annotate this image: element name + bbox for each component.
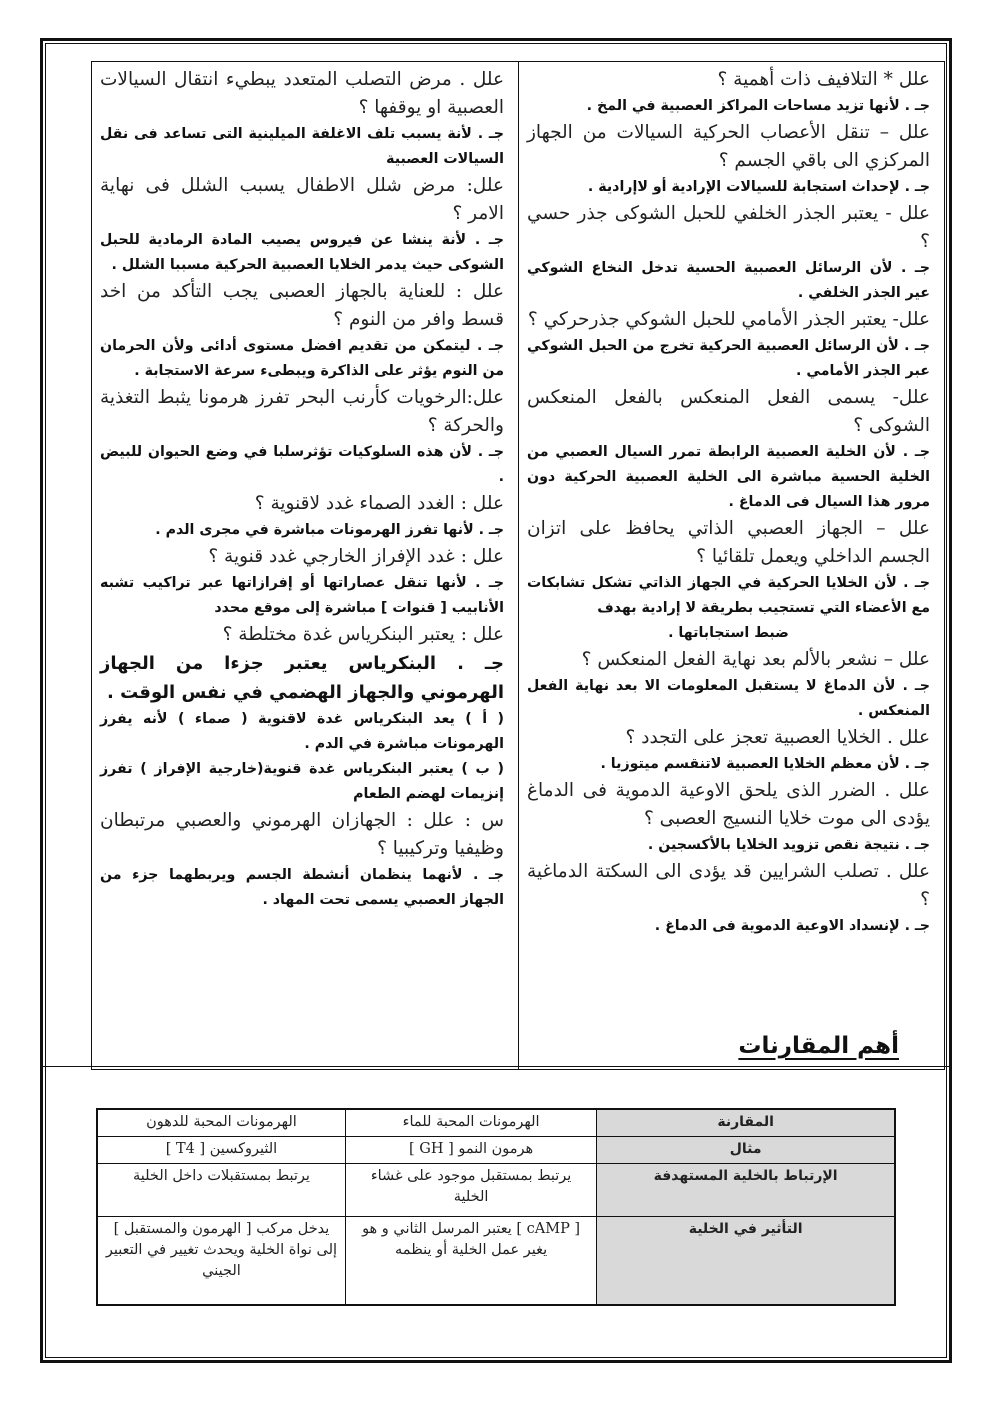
answer: جـ . نتيجة نقص تزويد الخلايا بالأكسجين . [647, 837, 930, 853]
question: علل . الخلايا العصبية تعجز على التجدد ؟ [625, 727, 930, 748]
question: س : علل : الجهازان الهرموني والعصبي مرتبطان وظيفيا وتركيبيا ؟ [100, 810, 504, 859]
answer: جـ . لأنها تفرز الهرمونات مباشرة في مجرى الدم . [155, 522, 504, 538]
table-row [97, 1136, 895, 1163]
qa-column-right [518, 62, 944, 1069]
header-criterion: المقارنة [597, 1109, 895, 1136]
answer: جـ . لأنة يسبب تلف الاغلفة الميلينية التى تساعد فى نقل السيالات العصبية [100, 126, 504, 167]
question: علل – نشعر بالألم بعد نهاية الفعل المنعكس ؟ [581, 649, 930, 670]
question: علل – الجهاز العصبي الذاتي يحافظ على اتزان الجسم الداخلي ويعمل تلقائيا ؟ [527, 518, 930, 567]
table-row [97, 1163, 895, 1217]
row-criterion: التأثير في الخلية [597, 1217, 895, 1306]
header-water-soluble: الهرمونات المحبة للماء [345, 1109, 596, 1136]
question: علل . تصلب الشرايين قد يؤدى الى السكتة الدماغية ؟ [527, 861, 930, 910]
answer: جـ . ليتمكن من تقديم افضل مستوى أدائى ولأن الحرمان من النوم يؤثر على الذاكرة ويبطىء سرعة الاستجابة . [100, 338, 504, 379]
qa-grid [91, 61, 945, 1070]
answer: جـ . لإنسداد الاوعية الدموية فى الدماغ . [654, 918, 930, 934]
cell-water: يرتبط بمستقبل موجود على غشاء الخلية [345, 1163, 596, 1217]
question: علل – تنقل الأعصاب الحركية السيالات من الجهاز المركزي الى باقي الجسم ؟ [527, 122, 930, 171]
answer-point: ( ب ) يعتبر البنكرياس غدة قنوية(خارجية الإفراز ) تفرز إنزيمات لهضم الطعام [100, 761, 504, 802]
answer: جـ . لإحداث استجابة للسيالات الإرادية أو لاإرادية . [587, 179, 930, 195]
question: علل : غدد الإفراز الخارجي غدد قنوية ؟ [208, 546, 504, 567]
question: علل . الضرر الذى يلحق الاوعية الدموية فى الدماغ يؤدى الى موت خلايا النسيج العصبى ؟ [527, 780, 930, 829]
question: علل : الغدد الصماء غدد لاقنوية ؟ [254, 493, 504, 514]
answer: جـ . لأن الدماغ لا يستقبل المعلومات الا بعد نهاية الفعل المنعكس . [527, 678, 930, 719]
qa-column-left [92, 62, 518, 1069]
table-row [97, 1217, 895, 1306]
header-fat-soluble: الهرمونات المحبة للدهون [97, 1109, 345, 1136]
answer: جـ . لأن الخلية العصبية الرابطة تمرر السيال العصبي من الخلية الحسية مباشرة الى الخلية العصبية الحركية دون مرور هذا السيال فى الدماغ . [527, 444, 930, 510]
cell-water: [ cAMP ] يعتبر المرسل الثاني و هو يغير عمل الخلية أو ينظمه [345, 1217, 596, 1306]
answer: جـ . لأن الرسائل العصبية الحركية تخرج من الحبل الشوكي عبر الجذر الأمامي . [527, 338, 930, 379]
question: علل : للعناية بالجهاز العصبى يجب التأكد من اخد قسط وافر من النوم ؟ [100, 281, 504, 330]
cell-fat: الثيروكسين [ T4 ] [97, 1136, 345, 1163]
cell-water: هرمون النمو [ GH ] [345, 1136, 596, 1163]
answer-point: ( أ ) يعد البنكرياس غدة لاقنوية ( صماء ) لأنه يفرز الهرمونات مباشرة في الدم . [100, 711, 504, 752]
answer: جـ . لأن الخلايا الحركية في الجهاز الذاتي تشكل تشابكات مع الأعضاء التي تستجيب بطريقة لا إرادية بهدف [527, 575, 930, 616]
answer: جـ . لأن معظم الخلايا العصبية لاتنقسم ميتوزيا . [600, 756, 930, 772]
answer: جـ . لأنهما ينظمان أنشطة الجسم ويربطهما جزء من الجهاز العصبي يسمى تحت المهاد . [100, 867, 504, 908]
section-title-row [43, 1033, 949, 1067]
question: علل: مرض شلل الاطفال يسبب الشلل فى نهاية الامر ؟ [100, 175, 504, 224]
question: علل - يعتبر الجذر الخلفي للحبل الشوكى جذر حسي ؟ [527, 203, 930, 252]
answer-continuation: ضبط استجاباتها . [668, 625, 789, 641]
row-criterion: مثال [597, 1136, 895, 1163]
question: علل:الرخويات كأرنب البحر تفرز هرمونا يثبط التغذية والحركة ؟ [100, 387, 504, 436]
row-criterion: الإرتباط بالخلية المستهدفة [597, 1163, 895, 1217]
answer: جـ . لأنة ينشا عن فيروس يصيب المادة الرمادية للحبل الشوكى حيث يدمر الخلايا العصبية الحركية مسببا الشلل . [100, 232, 504, 273]
answer: جـ . لأنها تزيد مساحات المراكز العصبية في المخ . [586, 98, 930, 114]
page-frame [40, 38, 952, 1363]
answer: جـ . لأن الرسائل العصبية الحسية تدخل النخاع الشوكي عير الجذر الخلفي . [527, 260, 930, 301]
section-title: أهم المقارنات [738, 1033, 899, 1059]
answer: جـ . لأنها تنقل عصاراتها أو إفرازاتها عبر تراكيب تشبه الأنابيب [ قنوات ] مباشرة إلى موقع محدد [100, 575, 504, 616]
question: علل- يعتبر الجذر الأمامي للحبل الشوكي جذرحركي ؟ [527, 309, 930, 330]
table-header-row [97, 1109, 895, 1136]
question: علل . مرض التصلب المتعدد يبطيء انتقال السيالات العصبية او يوقفها ؟ [100, 69, 504, 118]
cell-fat: يدخل مركب [ الهرمون والمستقبل ] إلى نواة الخلية ويحدث تغيير في التعبير الجيني [97, 1217, 345, 1306]
question: علل- يسمى الفعل المنعكس بالفعل المنعكس الشوكى ؟ [527, 387, 930, 436]
comparison-table [96, 1108, 896, 1306]
question: علل * التلافيف ذات أهمية ؟ [717, 69, 930, 90]
cell-fat: يرتبط بمستقبلات داخل الخلية [97, 1163, 345, 1217]
question: علل : يعتبر البنكرياس غدة مختلطة ؟ [222, 624, 504, 645]
answer-highlight: جـ . البنكرياس يعتبر جزءا من الجهاز الهرموني والجهاز الهضمي في نفس الوقت . [100, 653, 504, 703]
answer: جـ . لأن هذه السلوكيات تؤثرسلبا في وضع الحيوان للبيض . [100, 444, 504, 485]
